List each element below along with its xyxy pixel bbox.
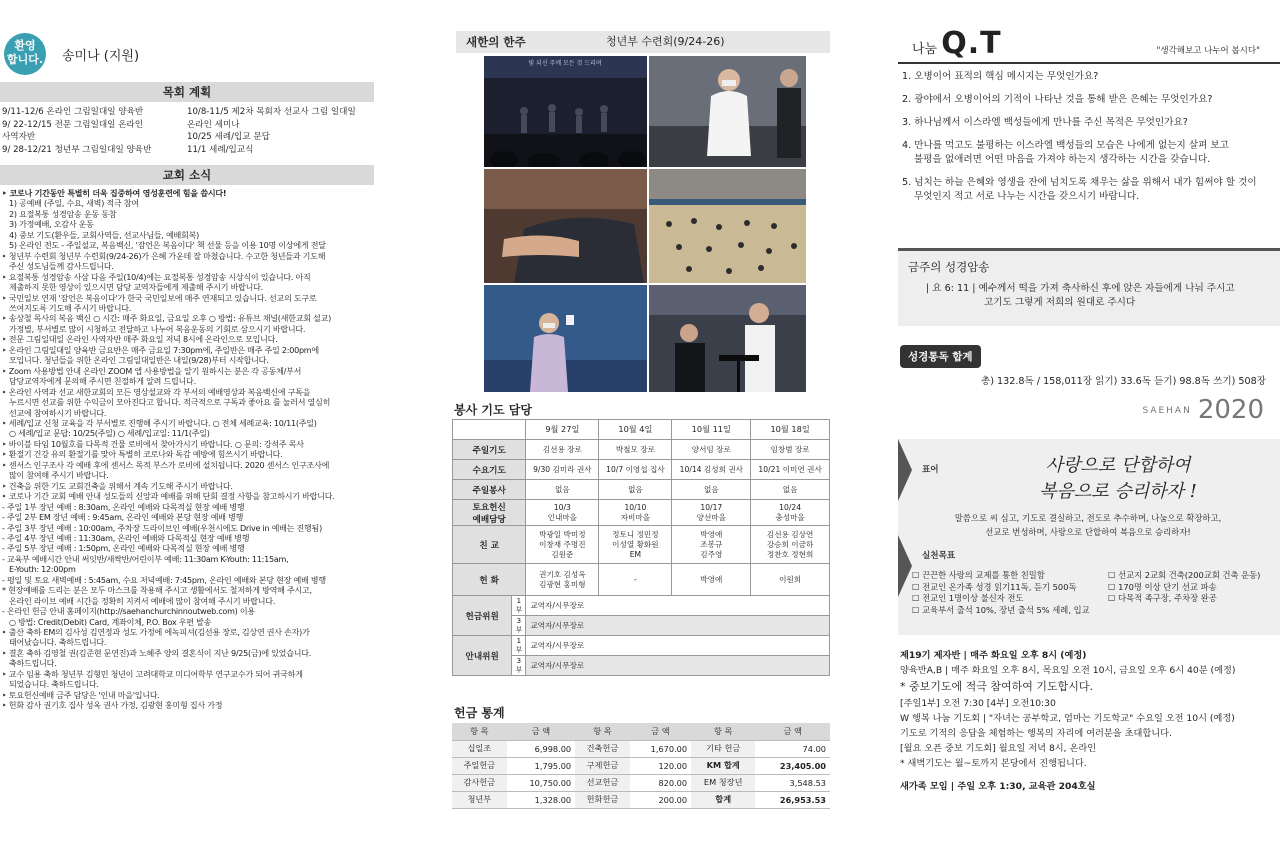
qt-question: 3. 하나님께서 이스라엘 백성들에게 만나를 주신 목적은 무엇인가요?: [902, 117, 1188, 128]
duty-cell: 김선용 장로: [526, 440, 599, 460]
duty-cell: 10/14 김성희 권사: [672, 460, 751, 480]
news-line: 담당교역자에게 문의해 주시면 친절하게 알려 드립니다.: [9, 377, 196, 387]
duty-cell: 10/7 이영섭 집사: [599, 460, 672, 480]
duty-row: [453, 480, 830, 500]
duty-cell: 박광일 박미정 이창재 주명진 김원준: [526, 526, 599, 564]
news-line: - 주일 2부 EM 장년 예배 : 9:45am, 온라인 예배와 본당 현장 예배 병행: [2, 513, 244, 523]
qt-heading: [912, 26, 1002, 61]
qt-quote: "생각해보고 나누어 봅시다": [1156, 46, 1260, 56]
schedule-line: 기도로 기적의 응답을 체험하는 행복의 자리에 여러분을 초대합니다.: [900, 728, 1172, 739]
duty-header-row: [453, 420, 830, 440]
duty-cell: 없음: [599, 480, 672, 500]
duty-row-header: 안내위원: [453, 636, 512, 676]
duty-cell: 10/21 이미연 권사: [751, 460, 830, 480]
duty-cell: 교역자/시무장로: [526, 616, 830, 636]
duty-row: [453, 636, 830, 656]
plan-item: 9/ 22-12/15 전문 그림일대일 온라인: [2, 119, 144, 130]
duty-table: [452, 419, 830, 676]
duty-row-header: 토요헌신 예배담당: [453, 500, 526, 526]
news-line: 온라인 라이브 예배 시간을 정확히 지켜서 예배에 많이 참여해 주시기 바랍니다.: [9, 596, 276, 606]
duty-cell: 권기호 김성옥 김광현 홍미형: [526, 564, 599, 596]
qt-question-cont: 무엇인지 적고 서로 나누는 시간을 갖으시기 바랍니다.: [914, 191, 1140, 202]
money-header-cell: 금 액: [507, 723, 575, 740]
welcome-badge-line1: 환영: [14, 39, 36, 52]
money-table: [452, 723, 830, 809]
money-header-cell: 금 액: [630, 723, 691, 740]
right-column: [898, 0, 1280, 841]
photo-speakers: [649, 285, 806, 392]
duty-cell: 김선용 김상연 강승희 이금하 정찬호 정현희: [751, 526, 830, 564]
duty-header-date: 10월 18일: [751, 420, 830, 440]
news-line: 많이 참여해 주시기 바랍니다.: [9, 471, 109, 481]
money-cell: 1,328.00: [507, 791, 575, 808]
plan-item: 9/11-12/6 온라인 그림일대일 양육반: [2, 107, 144, 117]
schedule-line: 양육반A,B | 매주 화요일 오후 8시, 목요일 오전 10시, 금요일 오후 6시 40분 (예정): [900, 665, 1236, 676]
qt-title: Q.T: [941, 26, 1002, 61]
money-header-cell: 금 액: [755, 723, 830, 740]
news-line: 제출하지 못한 영상이 있으시면 담당 교역자들에게 제출해 주시기 바랍니다.: [9, 283, 263, 293]
money-header-row: [452, 723, 830, 740]
news-line: 1) 공예배 (주일, 수요, 새벽) 적극 참여: [9, 199, 139, 209]
money-title: 헌금 통계: [454, 706, 505, 720]
news-line: ‣ 세례/입교 신청 교육을 각 부서별로 진행해 주시기 바랍니다. ○ 전체 세례교육: 10/11(주일): [2, 418, 317, 428]
slogan-line: 사랑으로 단합하여: [1045, 455, 1191, 476]
duty-title: 봉사 기도 담당: [454, 403, 532, 417]
welcome-badge: [4, 33, 46, 75]
money-row: [452, 791, 830, 808]
goals-left-list: [912, 570, 1108, 616]
money-cell: 200.00: [630, 791, 691, 808]
news-line: - 주일 4부 장년 예배 : 11:30am, 온라인 예배와 다목적실 현장 예배 병행: [2, 533, 250, 543]
verse-title: 금주의 성경암송: [908, 260, 990, 274]
brand-year: [1142, 395, 1264, 425]
week-subtitle: 청년부 수련회(9/24-26): [606, 35, 725, 48]
money-cell: 74.00: [755, 740, 830, 757]
schedule-line: 새가족 모임 | 주일 오후 1:30, 교육관 204호실: [900, 781, 1096, 792]
arrow-tab-icon: [898, 439, 912, 501]
news-line: ‣ 송상철 목사의 복음 백신 ○ 시간: 매주 화요일, 금요일 오후 ○ 방법: 유튜브 채널(새한교회 설교): [2, 314, 331, 324]
plan-item: 9/ 28-12/21 청년부 그림일대일 양육반: [2, 144, 152, 155]
duty-header-date: 9월 27일: [526, 420, 599, 440]
news-list: [2, 189, 376, 712]
qt-question: 2. 광야에서 오병이어의 기적이 나타난 것을 통해 받은 은혜는 무엇인가요?: [902, 94, 1213, 105]
schedule-line: W 행복 나눔 기도회 | "자녀는 공부학교, 엄마는 기도학교" 수요일 오전 10시 (예정): [900, 713, 1235, 724]
news-line: 누르시면 선교를 위한 수익금이 모아진다고 합니다. 적극적으로 구독과 좋아요 를 눌러서 열심히: [9, 398, 331, 408]
news-line: 선교에 참여하시기 바랍니다.: [9, 408, 107, 418]
news-line: 4) 중보 기도(환우들, 교회사역들, 선교사님들, 예배회복): [9, 230, 199, 240]
duty-cell: 교역자/시무장로: [526, 636, 830, 656]
news-line: 주신 성도님들께 감사드립니다.: [9, 262, 114, 272]
photo-prayer: [484, 169, 647, 283]
money-cell: 10,750.00: [507, 774, 575, 791]
duty-row: [453, 596, 830, 616]
duty-cell: 박영애: [672, 564, 751, 596]
news-line: ‣ 출산 축하 EM의 김사성 김연정과 성도 가정에 에녹피셔(김선용 장로, 김상연 권사 손자)가: [2, 628, 310, 638]
duty-cell: 양서임 장로: [672, 440, 751, 460]
photo-caption: 빛 되신 주께 모든 것 드리며: [528, 60, 602, 67]
left-column: [0, 0, 378, 841]
news-line: ‣ 헌화 감사 권기호 집사 성옥 권사 가정, 김광현 홍미형 집사 가정: [2, 701, 223, 711]
qt-questions: [902, 70, 1278, 204]
schedule-line: 제19기 제자반 | 매주 화요일 오후 8시 (예정): [900, 650, 1087, 661]
news-line: 가정별, 부서별로 많이 시청하고 전달하고 나누어 복음운동의 기회로 삼으시기 바랍니다.: [9, 324, 306, 334]
week-title: 새한의 한주: [466, 35, 526, 49]
duty-row-header: 친 교: [453, 526, 526, 564]
news-line: - 교육부 예배시간 안내 써잇반/새싹반/어린이부 예배: 11:30am K-Youth: 11:15am,: [2, 554, 289, 564]
news-line: ‣ 교수 임용 축하 청년부 김형민 청년이 고려대학교 미디어학부 연구교수가 되어 귀국하게: [2, 669, 303, 679]
news-line: ‣ 청년부 수련회 청년부 수련회(9/24-26)가 은혜 가운데 잘 마쳤습니다. 수고한 청년들과 기도해: [2, 251, 326, 261]
news-line: 되었습니다. 축하드립니다.: [9, 680, 99, 690]
money-cell: 기타 헌금: [691, 740, 755, 757]
qt-divider: [898, 62, 1280, 64]
news-line: 5) 온라인 전도 - 주일설교, 복음백신, '잠언은 복음이다' 책 선물 등을 이용 10명 이상에게 전달: [9, 241, 326, 251]
goal-item: ☐ 선교지 2교회 건축(200교회 건축 운동): [1108, 570, 1261, 580]
money-cell: 구제헌금: [575, 757, 630, 774]
plan-item: 온라인 세미나: [187, 119, 240, 130]
duty-part: 1부: [512, 596, 526, 616]
news-line: 모입니다. 청년들을 위한 온라인 그림일대일반은 내일(9/28)부터 시작합니다.: [9, 356, 269, 366]
news-line: ‣ 바이블 타임 10월호를 다목적 건물 로비에서 찾아가시기 바랍니다. ○ 문의: 강석주 목사: [2, 439, 304, 449]
goal-item: ☐ 끈끈한 사랑의 교제를 통한 친밀함: [912, 570, 1045, 580]
news-line: ○ 세례/입교 문답: 10/25(주일) ○ 세례/입교일: 11/1(주일): [9, 429, 210, 439]
photo-singer: [649, 56, 806, 167]
goal-item: ☐ 교육부서 출석 10%, 장년 출석 5% 세례, 입교: [912, 604, 1090, 615]
qt-question: 5. 넘치는 하늘 은혜와 영생을 잔에 넘치도록 채우는 삶을 위해서 내가 힘써야 할 것이: [902, 177, 1257, 188]
money-cell: 합계: [691, 791, 755, 808]
qt-question-cont: 불평을 없애려면 어떤 마음을 가져야 하는지 생각하는 시간을 갖습니다.: [914, 154, 1211, 165]
news-line: ‣ 온라인 사역과 선교 새한교회의 모든 영상설교와 각 부서의 예배영상과 복음백신에 구독을: [2, 387, 311, 397]
duty-cell: 10/24 충성마을: [751, 500, 830, 526]
money-cell: 6,998.00: [507, 740, 575, 757]
duty-cell: 10/10 자비마을: [599, 500, 672, 526]
money-cell: 3,548.53: [755, 774, 830, 791]
goals-slogan: [1008, 453, 1228, 505]
plan-row: [2, 106, 376, 119]
duty-cell: 임창범 장로: [751, 440, 830, 460]
verse-text: [926, 282, 1235, 310]
news-line: ○ 방법: Credit(Debit) Card, 계좌이체, P.O. Box 우편 발송: [9, 617, 212, 627]
verse-line: 고기도 그렇게 저희의 원대로 주시다: [984, 297, 1136, 308]
duty-part: 1부: [512, 636, 526, 656]
duty-part: 3부: [512, 656, 526, 676]
plan-item: 10/25 세례/입교 문답: [187, 132, 270, 142]
money-row: [452, 774, 830, 791]
duty-row-header: 주일기도: [453, 440, 526, 460]
duty-row-header: 수요기도: [453, 460, 526, 480]
money-cell: 십일조: [452, 740, 507, 757]
bible-reading-label: 성경통독 합계: [900, 345, 981, 368]
goals-items: [912, 570, 1278, 616]
duty-cell: 없음: [751, 480, 830, 500]
duty-header-date: 10월 11일: [672, 420, 751, 440]
bible-reading-progress: 총) 132.8독 / 158,011장 읽기) 33.6독 듣기) 98.8독 쓰기) 508장: [980, 376, 1266, 387]
goal-item: ☐ 다목적 족구장, 주차장 완공: [1108, 593, 1217, 603]
news-line: E-Youth: 12:00pm: [9, 565, 76, 575]
money-header-cell: 항 목: [691, 723, 755, 740]
plan-item: 11/1 세례/입교식: [187, 144, 254, 155]
money-cell: 청년부: [452, 791, 507, 808]
money-header-cell: 항 목: [452, 723, 507, 740]
news-line: ‣ Zoom 사용방법 안내 온라인 ZOOM 앱 사용방법을 알기 원하시는 분은 각 공동체/부서: [2, 366, 302, 376]
money-cell: 23,405.00: [755, 757, 830, 774]
duty-row: [453, 460, 830, 480]
money-cell: 1,670.00: [630, 740, 691, 757]
news-line: 축하드립니다.: [9, 659, 57, 669]
duty-cell: 교역자/시무장로: [526, 656, 830, 676]
goal-item: ☐ 170명 이상 단기 선교 파송: [1108, 581, 1217, 592]
duty-cell: 10/17 양선마을: [672, 500, 751, 526]
news-line: 2) 요절복통 성경암송 운동 동참: [9, 209, 117, 219]
duty-row-header: 주일봉사: [453, 480, 526, 500]
qt-question: 1. 오병이어 표적의 핵심 메시지는 무엇인가요?: [902, 71, 1099, 82]
duty-cell: 박영애 조봉규 김주영: [672, 526, 751, 564]
plan-row: [2, 119, 376, 132]
money-cell: EM 청장년: [691, 774, 755, 791]
news-line: 3) 가정예배, 오감사 운동: [9, 220, 94, 230]
plan-item: 사역자반: [2, 132, 36, 142]
news-line: - 평일 및 토요 새벽예배 : 5:45am, 수요 저녁예배: 7:45pm, 온라인 예배와 본당 현장 예배 병행: [2, 575, 326, 585]
news-line: - 주일 3부 장년 예배 : 10:00am, 주차장 드라이브인 예배(우천시에도 Drive in 예배는 진행됨): [2, 523, 322, 533]
photo-gym: [649, 169, 806, 283]
plan-item: 10/8-11/5 제2차 목회자 선교사 그림 일대일: [187, 107, 356, 117]
duty-part: 3부: [512, 616, 526, 636]
money-cell: 선교헌금: [575, 774, 630, 791]
news-line: ‣ 코로나 기간 교회 예배 안내 성도들의 신앙과 예배를 위해 단회 결정 사항을 참고하시기 바랍니다.: [2, 492, 335, 502]
schedule-line: [월요 오픈 중보 기도회] 월요일 저녁 8시, 온라인: [900, 743, 1097, 754]
news-line: * 현장예배를 드리는 분은 모두 마스크를 착용해 주시고 생활에서도 철저하게 방역해 주시고,: [2, 586, 312, 596]
duty-cell: 없음: [526, 480, 599, 500]
schedule: [900, 648, 1278, 794]
desc-line: 선교로 번성하며, 사랑으로 단합하여 복음으로 승리하자!: [985, 527, 1191, 537]
duty-header-blank: [453, 420, 526, 440]
duty-cell: 교역자/시무장로: [526, 596, 830, 616]
money-cell: 건축헌금: [575, 740, 630, 757]
schedule-line: [주일1부] 오전 7:30 [4부] 오전10:30: [900, 698, 1056, 709]
goals-description: [938, 511, 1238, 539]
photo-stage: [484, 56, 647, 167]
welcome-badge-line2: 합니다.: [6, 53, 44, 66]
money-cell: 1,795.00: [507, 757, 575, 774]
duty-header-date: 10월 4일: [599, 420, 672, 440]
money-cell: 주일헌금: [452, 757, 507, 774]
money-header-cell: 항 목: [575, 723, 630, 740]
welcome-name: 송미나 (지원): [62, 49, 140, 64]
money-cell: 820.00: [630, 774, 691, 791]
duty-row: [453, 500, 830, 526]
news-line: ‣ 전문 그림일대일 온라인 사역자반 매주 화요일 저녁 8시에 온라인으로 모입니다.: [2, 335, 278, 345]
week-header: [456, 31, 830, 53]
news-line: ‣ 토요헌신예배 금주 담당은 '인내 마을'입니다.: [2, 690, 160, 700]
news-line: - 주일 5부 장년 예배 : 1:50pm, 온라인 예배와 다목적실 현장 예배 병행: [2, 544, 245, 554]
news-line: - 온라인 헌금 안내 홈페이지(http://saehanchurchinnoutweb.com) 이용: [2, 607, 255, 617]
qt-label: 나눔: [912, 42, 938, 57]
money-row: [452, 740, 830, 757]
brand-small: SAEHAN: [1142, 405, 1192, 416]
plan-row: [2, 131, 376, 144]
money-cell: 26,953.53: [755, 791, 830, 808]
news-line: - 주일 1부 장년 예배 : 8:30am, 온라인 예배와 다목적실 현장 예배 병행: [2, 502, 245, 512]
news-title: 교회 소식: [0, 165, 374, 185]
money-cell: 감사헌금: [452, 774, 507, 791]
duty-cell: -: [599, 564, 672, 596]
news-line: ‣ 결혼 축하 김영철 권(김준현 문연진)과 노혜주 양의 결혼식이 지난 9/25(금)에 있었습니다.: [2, 648, 312, 658]
verse-box: [898, 248, 1280, 326]
news-line: 쓰여지도록 기도해 주시기 바랍니다.: [9, 303, 132, 313]
duty-cell: 없음: [672, 480, 751, 500]
desc-line: 말씀으로 씨 심고, 기도로 결실하고, 전도로 추수하며, 나눔으로 확장하고,: [954, 513, 1222, 523]
duty-cell: 10/3 인내마을: [526, 500, 599, 526]
news-line: ‣ 센서스 인구조사 각 예배 후에 센서스 목적 부스가 로비에 설치됩니다. 2020 센서스 인구조사에: [2, 460, 330, 470]
middle-column: [452, 0, 832, 841]
plan-title: 목회 계획: [0, 82, 374, 102]
news-line: 태어났습니다. 축하드립니다.: [9, 638, 107, 648]
news-line: ‣ 국민일보 연재 '잠언은 복음이다'가 한국 국민일보에 매주 연재되고 있습니다. 선교의 도구로: [2, 293, 317, 303]
goals-right-list: [1108, 570, 1260, 616]
goals-practice-label: 실천목표: [922, 551, 956, 561]
news-line: ‣ 코로나 기간동안 특별히 더욱 집중하여 영성훈련에 힘을 씁시다!: [2, 189, 227, 198]
money-row: [452, 757, 830, 774]
schedule-line: * 새벽기도는 월~토까지 본당에서 진행됩니다.: [900, 758, 1087, 769]
duty-row-header: 헌금위원: [453, 596, 512, 636]
goals-motto-label: 표어: [922, 465, 939, 475]
duty-row: [453, 564, 830, 596]
goal-item: ☐ 전교인 온가족 성경 읽기11독, 듣기 500독: [912, 581, 1077, 592]
money-cell: KM 합계: [691, 757, 755, 774]
photo-girl: [484, 285, 647, 392]
qt-question: 4. 만나를 먹고도 불평하는 이스라엘 백성들의 모습은 나에게 없는지 살펴 보고: [902, 140, 1229, 151]
duty-cell: 9/30 김미라 권사: [526, 460, 599, 480]
slogan-line: 복음으로 승리하자 !: [1039, 481, 1197, 502]
goal-item: ☐ 전교인 1명이상 불신자 전도: [912, 593, 1024, 603]
duty-row: [453, 526, 830, 564]
news-line: ‣ 환절기 건강 유의 환절기를 맞아 특별히 코로나와 독감 예방에 힘쓰시기 바랍니다.: [2, 450, 283, 460]
brand-year-text: 2020: [1197, 395, 1264, 425]
duty-cell: 정토니 정민정 이성열 황화원 EM: [599, 526, 672, 564]
schedule-line: * 중보기도에 적극 참여하여 기도합시다.: [900, 680, 1093, 693]
verse-line: | 요 6: 11 | 예수께서 떡을 가져 축사하신 후에 앉은 자들에게 나눠 주시고: [926, 283, 1235, 294]
money-cell: 헌화헌금: [575, 791, 630, 808]
plan-row: [2, 144, 376, 157]
duty-row: [453, 440, 830, 460]
news-line: ‣ 온라인 그림일대일 양육반 금요반은 매주 금요일 7:30pm에, 주일반은 매주 주일 2:00pm에: [2, 345, 319, 355]
news-line: ‣ 건축을 위한 기도 교회건축을 위해서 계속 기도해 주시기 바랍니다.: [2, 481, 233, 491]
duty-cell: 이원희: [751, 564, 830, 596]
duty-row-header: 헌 화: [453, 564, 526, 596]
duty-body: [453, 440, 830, 676]
arrow-tab-icon: [898, 535, 912, 597]
money-cell: 120.00: [630, 757, 691, 774]
photo-grid: [484, 56, 806, 390]
news-line: ‣ 요절복통 성경암송 사삼 다음 주일(10/4)에는 요절복통 성경암송 시상식이 있습니다. 아직: [2, 272, 311, 282]
goals-panel: [898, 439, 1280, 635]
plan-grid: [2, 106, 376, 156]
duty-cell: 박철모 장로: [599, 440, 672, 460]
